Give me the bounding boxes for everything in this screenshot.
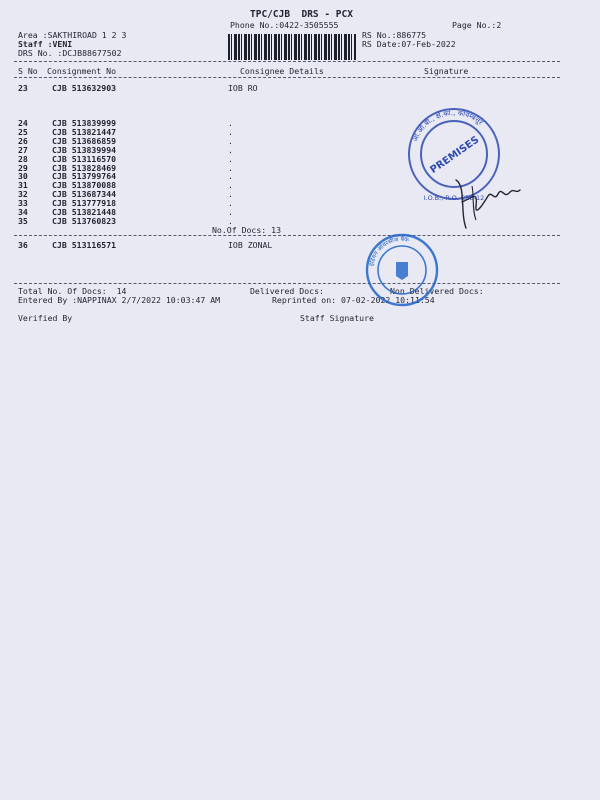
column-header-consignee: Consignee Details [240,66,324,76]
row-sno: 31 [18,180,28,191]
verified-by-label: Verified By [18,313,73,323]
row-consignment-no: CJB 513777918 [52,198,117,209]
table-row [18,240,338,250]
row-consignment-no: CJB 513870088 [52,180,117,191]
premises-ring-text: आ.ओ.बी., क्षे.का., कोयम्बत्तूर [411,108,485,143]
premises-stamp-text: PREMISES [428,134,482,177]
page-number: Page No.:2 [452,20,502,30]
document-title: TPC/CJB DRS - PCX [250,9,353,20]
row-consignee-details: . [228,171,233,182]
row-consignment-no: CJB 513116571 [52,240,117,250]
barcode-image [228,34,356,60]
row-consignment-no: CJB 513821447 [52,126,117,137]
row-consignment-no: CJB 513116570 [52,153,117,164]
row-sno: 24 [18,118,28,128]
table-row [18,83,338,93]
row-sno: 29 [18,162,28,173]
premises-stamp-bottom: I.O.B., R.O. CBE-12 [423,194,485,202]
total-docs: Total No. Of Docs: 14 [18,286,127,296]
row-sno: 25 [18,126,28,137]
bank-seal-ring-text: इंडियन ओवरसीज बैंक [368,235,410,267]
row-consignee-details: . [228,118,233,128]
column-header-signature: Signature [424,66,469,76]
row-consignee-details: . [228,135,233,146]
row-sno: 34 [18,207,28,217]
row-consignee-details: . [228,215,233,226]
row-sno: 36 [18,240,28,250]
row-consignment-no: CJB 513821448 [52,207,117,217]
divider-top [14,61,560,62]
column-header-consignment: Consignment No [47,66,117,76]
row-sno: 35 [18,215,28,226]
staff-field: Staff :VENI [18,39,73,49]
group-doc-count: No.Of Docs: 13 [212,225,282,235]
rs-number: RS No.:886775 [362,30,427,40]
row-sno: 23 [18,83,28,93]
row-sno: 28 [18,153,28,164]
non-delivered-docs: Non Delivered Docs: [390,286,484,296]
bank-seal-stamp [364,232,440,308]
drs-number: DRS No. :DCJB88677502 [18,48,122,58]
row-consignment-no: CJB 513632903 [52,83,117,93]
row-sno: 30 [18,171,28,182]
row-consignment-no: CJB 513828469 [52,162,117,173]
divider-group [14,235,560,236]
divider-header [14,77,560,78]
row-consignee-details: . [228,198,233,209]
row-consignment-no: CJB 513686859 [52,135,117,146]
rs-date: RS Date:07-Feb-2022 [362,39,456,49]
row-consignment-no: CJB 513799764 [52,171,117,182]
row-consignee-details: . [228,144,233,155]
row-consignee-details: . [228,126,233,137]
row-consignee-details: . [228,189,233,200]
row-consignee-details: . [228,180,233,191]
delivered-docs: Delivered Docs: [250,286,324,296]
handwritten-signature [452,172,522,232]
row-consignee-details: IOB ZONAL [228,240,273,250]
row-consignment-no: CJB 513839994 [52,144,117,155]
row-consignment-no: CJB 513839999 [52,118,117,128]
row-sno: 33 [18,198,28,209]
entered-by: Entered By :NAPPINAX 2/7/2022 10:03:47 AM [18,295,221,305]
reprinted-on: Reprinted on: 07-02-2022 10:11:54 [272,295,435,305]
divider-bottom [14,283,560,284]
table-row [18,216,338,226]
phone-number: Phone No.:0422-3505555 [230,20,339,30]
row-consignee-details: . [228,153,233,164]
row-consignee-details: . [228,207,233,217]
row-consignee-details: . [228,162,233,173]
staff-signature-label: Staff Signature [300,313,374,323]
area-field: Area :SAKTHIROAD 1 2 3 [18,30,127,40]
row-consignment-no: CJB 513687344 [52,189,117,200]
row-sno: 32 [18,189,28,200]
row-consignee-details: IOB RO [228,83,258,93]
row-consignment-no: CJB 513760823 [52,215,117,226]
column-header-sno: S No [18,66,38,76]
row-sno: 26 [18,135,28,146]
row-sno: 27 [18,144,28,155]
